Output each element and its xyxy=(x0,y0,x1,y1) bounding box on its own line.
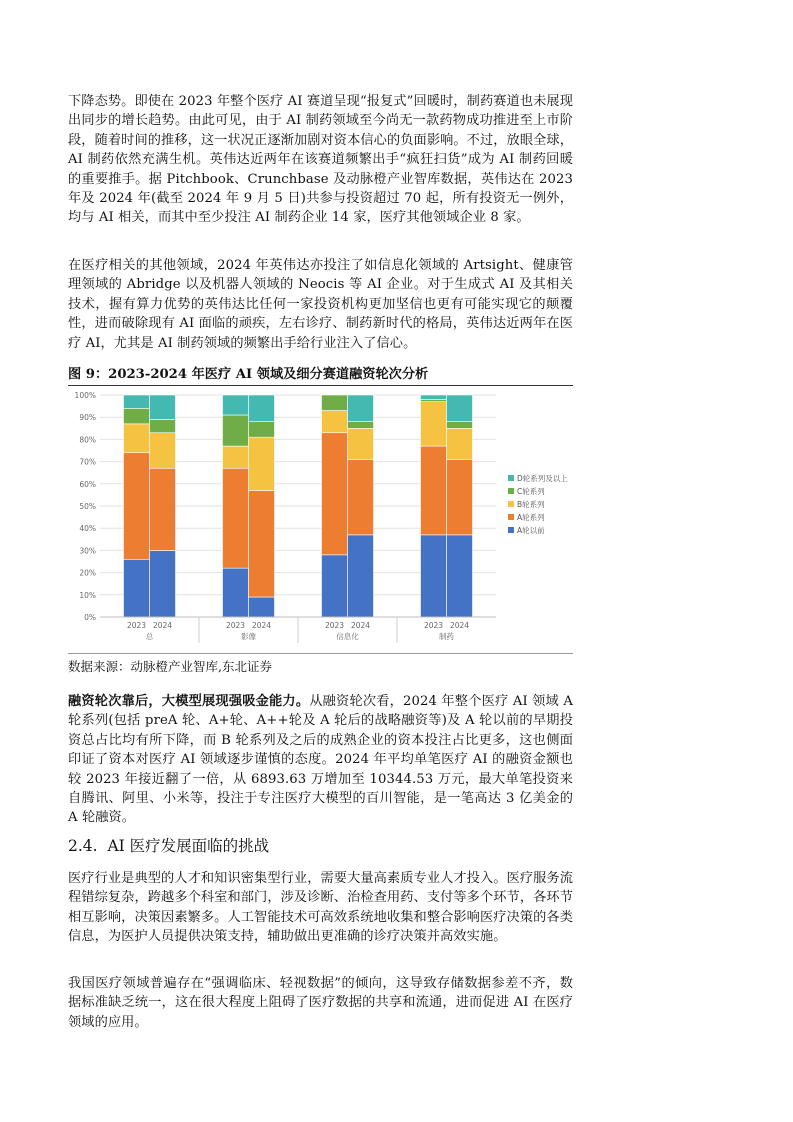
bar-segment xyxy=(249,422,275,438)
bar-segment xyxy=(249,490,275,597)
section-heading xyxy=(68,834,269,856)
y-tick-label: 90% xyxy=(79,413,96,423)
legend-swatch xyxy=(508,475,514,481)
bar-segment xyxy=(150,419,176,432)
group-label: 信息化 xyxy=(336,632,359,641)
legend-label: C轮系列 xyxy=(517,487,545,496)
bar-segment xyxy=(447,428,473,459)
figure-source: 数据来源：动脉橙产业智库,东北证券 xyxy=(68,659,272,674)
x-tick-label: 2023 xyxy=(423,621,444,630)
bar-segment xyxy=(223,446,249,468)
bar-segment xyxy=(322,411,348,433)
bar-segment xyxy=(348,459,374,534)
y-tick-label: 0% xyxy=(84,613,96,622)
bar-segment xyxy=(223,568,249,617)
bar-segment xyxy=(421,395,447,399)
legend-swatch xyxy=(508,488,514,494)
bar-segment xyxy=(223,395,249,415)
legend-swatch xyxy=(508,501,514,507)
legend-label: A轮以前 xyxy=(517,526,545,535)
bar-segment xyxy=(421,446,447,535)
legend-label: D轮系列及以上 xyxy=(517,474,568,483)
bar-segment xyxy=(447,459,473,534)
legend-swatch xyxy=(508,527,514,533)
paragraph-3-lead: 融资轮次靠后，大模型展现强吸金能力。 xyxy=(68,694,310,709)
bar-segment xyxy=(322,555,348,617)
bar-segment xyxy=(124,395,150,408)
paragraph-1: 下降态势。即使在 2023 年整个医疗 AI 赛道呈现“报复式”回暖时，制药赛道也未展现出同步的增长趋势。由此可见，由于 AI 制药领域至今尚无一款药物成功推进至上市阶段，随着时间的推移，这一状况正逐渐加剧对资本信心的负面影响。不过，放眼全球，AI 制药依然充满生机。英伟达近两年在该赛道频繁出手“疯狂扫货”成为 AI 制药回暖的重要推手。据 Pitchbook、Crunchbase 及动脉橙产业智库数据，英伟达在 2023 年及 2024 年(截至 2024 年 9 月 5 日)共参与投资超过 70 起，所有投资无一例外，均与 AI 相关，而其中至少投注 AI 制药企业 14 家，医疗其他领域企业 8 家。 xyxy=(68,94,573,226)
y-tick-label: 80% xyxy=(79,435,96,445)
x-tick-label: 2023 xyxy=(324,621,345,630)
x-tick-label: 2024 xyxy=(152,621,173,630)
y-tick-label: 50% xyxy=(79,502,96,511)
x-tick-label: 2024 xyxy=(251,621,272,630)
bar-segment xyxy=(421,535,447,617)
legend-swatch xyxy=(508,514,514,520)
bar-segment xyxy=(150,468,176,550)
paragraph-2: 在医疗相关的其他领域，2024 年英伟达亦投注了如信息化领域的 Artsight、健康管理领域的 Abridge 以及机器人领域的 Neocis 等 AI 企业。对于生成式 AI 及其相关技术，握有算力优势的英伟达比任何一家投资机构更加坚信也更有可能实现它的颠覆性，进而破除现有 AI 面临的顽疾，左右诊疗、制药新时代的格局，英伟达近两年在医疗 AI，尤其是 AI 制药领域的频繁出手给行业注入了信心。 xyxy=(68,258,573,351)
bar-segment xyxy=(150,433,176,469)
paragraph-5: 我国医疗领域普遍存在“强调临床、轻视数据”的倾向，这导致存储数据参差不齐，数据标准缺乏统一，这在很大程度上阻碍了医疗数据的共享和流通，进而促进 AI 在医疗领域的应用。 xyxy=(68,976,573,1030)
bar-segment xyxy=(150,550,176,617)
legend-label: A轮系列 xyxy=(517,513,545,522)
y-tick-label: 60% xyxy=(79,479,96,489)
bar-segment xyxy=(348,535,374,617)
bar-segment xyxy=(124,408,150,424)
y-tick-label: 30% xyxy=(79,546,96,556)
x-tick-label: 2024 xyxy=(350,621,371,630)
x-tick-label: 2023 xyxy=(126,621,147,630)
group-label: 影像 xyxy=(241,632,256,641)
x-tick-label: 2024 xyxy=(449,621,470,630)
bar-segment xyxy=(348,422,374,429)
bar-segment xyxy=(348,395,374,422)
bar-segment xyxy=(150,395,176,419)
paragraph-3-body: 从融资轮次看，2024 年整个医疗 AI 领域 A 轮系列(包括 preA 轮、A+轮、A++轮及 A 轮后的战略融资等)及 A 轮以前的早期投资总占比均有所下降，而 B 轮系列及之后的成熟企业的资本投注占比更多，这也侧面印证了资本对医疗 AI 领域逐步谨慎的态度。2024 年平均单笔医疗 AI 的融资金额也较 2023 年接近翻了一倍，从 6893.63 万增加至 10344.53 万元，最大单笔投资来自腾讯、阿里、小米等，投注于专注医疗大模型的百川智能，是一笔高达 3 亿美金的 A 轮融资。 xyxy=(68,694,573,826)
legend-label: B轮系列 xyxy=(517,500,545,509)
y-tick-label: 70% xyxy=(79,457,96,467)
bar-segment xyxy=(223,415,249,446)
bar-segment xyxy=(124,559,150,617)
bar-segment xyxy=(249,395,275,422)
group-label: 制药 xyxy=(439,632,454,641)
bar-segment xyxy=(421,402,447,446)
y-tick-label: 10% xyxy=(79,590,96,600)
bar-segment xyxy=(348,428,374,459)
y-tick-label: 100% xyxy=(74,391,96,400)
bar-segment xyxy=(447,422,473,429)
bar-segment xyxy=(421,399,447,401)
section-number: 2.4. xyxy=(68,837,98,855)
bar-segment xyxy=(447,395,473,422)
bar-segment xyxy=(223,468,249,568)
x-tick-label: 2023 xyxy=(225,621,246,630)
paragraph-4: 医疗行业是典型的人才和知识密集型行业，需要大量高素质专业人才投入。医疗服务流程错综复杂，跨越多个科室和部门，涉及诊断、治检查用药、支付等多个环节，各环节相互影响，决策因素繁多。人工智能技术可高效系统地收集和整合影响医疗决策的各类信息，为医护人员提供决策支持，辅助做出更准确的诊疗决策并高效实施。 xyxy=(68,871,573,945)
stacked-bar-chart xyxy=(68,385,573,653)
bar-segment xyxy=(124,453,150,560)
bar-segment xyxy=(124,424,150,453)
bar-segment xyxy=(447,535,473,617)
bar-segment xyxy=(322,395,348,411)
y-tick-label: 40% xyxy=(79,524,96,534)
bar-segment xyxy=(322,433,348,555)
section-title: AI 医疗发展面临的挑战 xyxy=(107,837,270,855)
figure-9-chart xyxy=(68,385,573,654)
group-label: 总 xyxy=(145,632,154,641)
figure-caption: 图 9：2023-2024 年医疗 AI 领域及细分赛道融资轮次分析 xyxy=(68,363,573,386)
y-tick-label: 20% xyxy=(79,568,96,578)
bar-segment xyxy=(249,437,275,490)
paragraph-3 xyxy=(68,692,573,828)
bar-segment xyxy=(249,597,275,617)
